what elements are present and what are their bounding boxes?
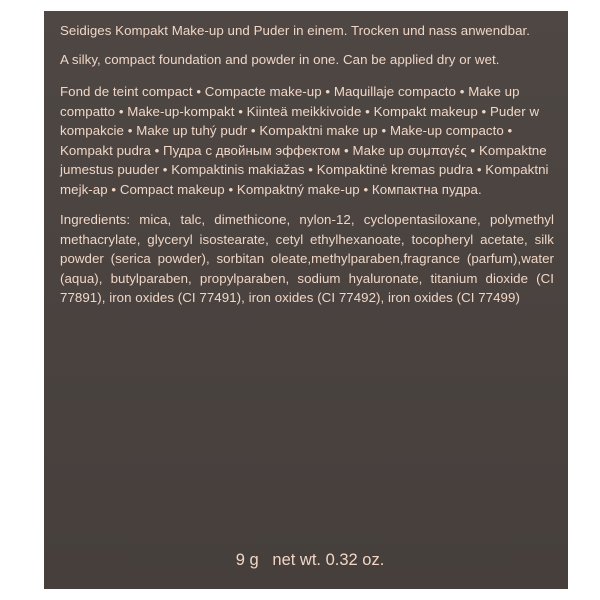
- german-description: Seidiges Kompakt Make-up und Puder in einem. Trocken und nass anwendbar.: [60, 23, 531, 38]
- ingredients-list: Ingredients: mica, talc, dimethicone, nylon-12, cyclopentasiloxane, polymethyl methacrylate, glyceryl isostearate, cetyl ethylhexanoate, tocopheryl acetate, silk powder (serica powder), sorbitan oleate,methylparaben,fragrance (parfum),water (aqua), butylparaben, propylparaben, sodium hyaluronate, titanium dioxide (CI 77891), iron oxides (CI 77491), iron oxides (CI 77492), iron oxides (CI 77499): [60, 212, 554, 306]
- weight-imperial: net wt. 0.32 oz.: [272, 551, 385, 569]
- product-label-panel: [44, 11, 568, 589]
- english-description: A silky, compact foundation and powder in one. Can be applied dry or wet.: [60, 52, 500, 67]
- weight-metric: 9 g: [235, 551, 259, 569]
- net-weight: [44, 550, 568, 570]
- product-name-translations: Fond de teint compact • Compacte make-up • Maquillaje compacto • Make up compatto • Make-up-kompakt • Kiinteä meikkivoide • Kompakt makeup • Puder w kompakcie • Make up tuhý pudr • Kompaktni make up • Make-up compacto • Kompakt pudra • Пудра с двойным эффектом • Make up συμπαγές • Kompaktne jumestus puuder • Kompaktinis makiažas • Kompaktinė kremas pudra • Kompaktni mejk-ap • Compact makeup • Kompaktný make-up • Компактна пудра.: [60, 84, 549, 197]
